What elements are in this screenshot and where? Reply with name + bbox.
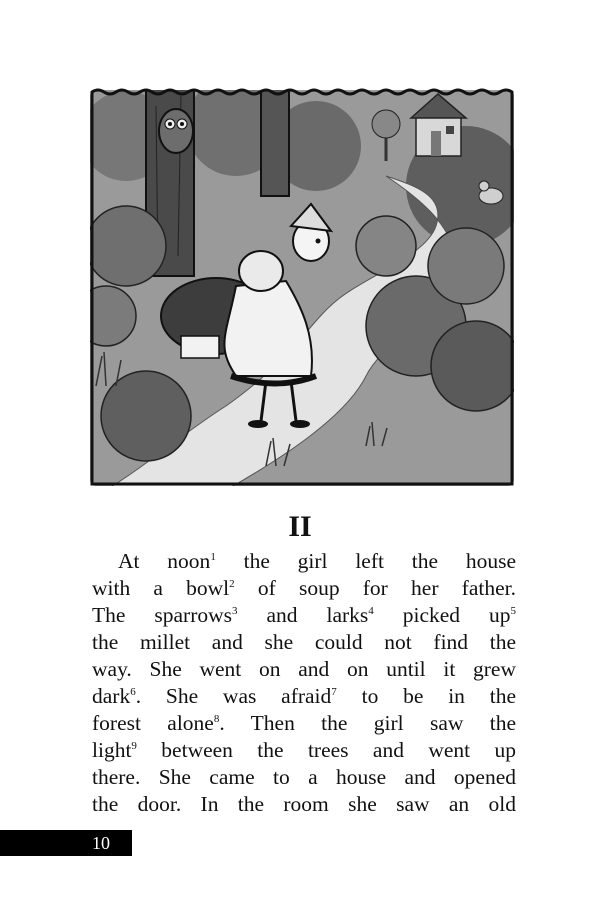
text-line xyxy=(92,656,516,683)
footnote-marker: 1 xyxy=(210,551,216,563)
text-segment: . She was afraid xyxy=(135,684,332,708)
story-paragraph xyxy=(92,548,516,818)
footnote-marker: 7 xyxy=(331,686,337,698)
text-segment: the door. In the room she saw an old xyxy=(92,792,516,816)
text-segment: picked up xyxy=(373,603,511,627)
footnote-marker: 3 xyxy=(232,605,238,617)
owl xyxy=(159,109,193,153)
footnote-marker: 2 xyxy=(229,578,235,590)
text-segment: between the trees and went up xyxy=(136,738,516,762)
text-line xyxy=(92,683,516,710)
text-segment: with a bowl xyxy=(92,576,230,600)
text-segment: way. She went on and on until it grew xyxy=(92,657,516,681)
text-line xyxy=(92,548,516,575)
footnote-marker: 5 xyxy=(510,605,516,617)
text-segment: At noon xyxy=(118,549,211,573)
footnote-marker: 8 xyxy=(213,713,220,725)
text-segment: of soup for her father. xyxy=(234,576,516,600)
text-segment: and larks xyxy=(237,603,369,627)
text-segment: The sparrows xyxy=(92,603,233,627)
text-segment: . Then the girl saw the xyxy=(219,711,516,735)
page-number-bar xyxy=(0,830,132,856)
text-segment: the millet and she could not find the xyxy=(92,630,516,654)
text-line xyxy=(92,737,516,764)
forest-illustration xyxy=(86,86,518,490)
text-segment: dark xyxy=(92,684,131,708)
footnote-marker: 4 xyxy=(368,605,374,617)
text-segment: the girl left the house xyxy=(215,549,517,573)
text-segment: to be in the xyxy=(336,684,516,708)
footnote-marker: 6 xyxy=(130,686,136,698)
text-segment: there. She came to a house and opened xyxy=(92,765,516,789)
text-segment: light xyxy=(92,738,132,762)
text-line xyxy=(92,602,516,629)
text-line xyxy=(92,710,516,737)
page-number: 10 xyxy=(92,833,110,853)
text-segment: forest alone xyxy=(92,711,214,735)
text-line xyxy=(92,791,516,818)
chapter-heading: II xyxy=(288,510,312,543)
text-line xyxy=(92,575,516,602)
footnote-marker: 9 xyxy=(131,740,137,752)
text-line xyxy=(92,629,516,656)
text-line xyxy=(92,764,516,791)
